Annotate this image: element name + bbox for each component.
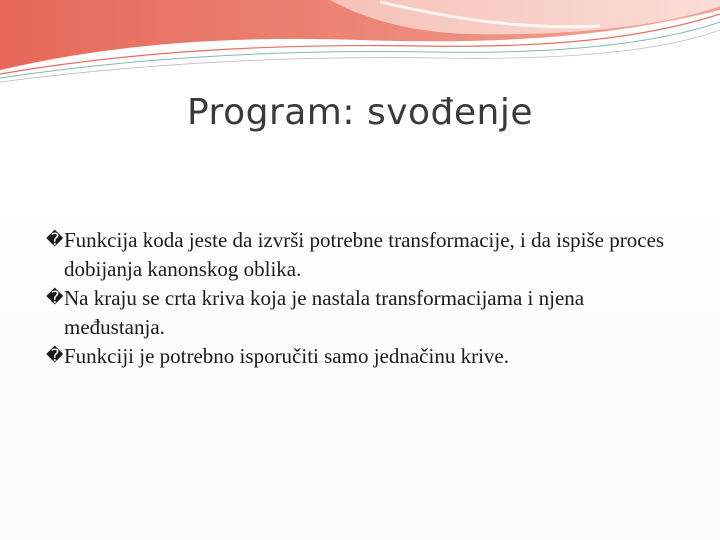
bullet-text: Funkcija koda jeste da izvrši potrebne transformacije, i da ispiše proces dobijanja kanonskog oblika. bbox=[64, 228, 665, 281]
bullet-marker-icon: � bbox=[46, 346, 64, 366]
bullet-marker-icon: � bbox=[46, 288, 64, 308]
bullet-text: Na kraju se crta kriva koja je nastala transformacijama i njena međustanja. bbox=[64, 286, 585, 339]
bullet-list bbox=[48, 226, 688, 371]
bullet-text: Funkciji je potrebno isporučiti samo jednačinu krive. bbox=[64, 344, 509, 368]
bullet-item bbox=[48, 226, 688, 284]
bullet-marker-icon: � bbox=[46, 230, 64, 250]
slide-title: Program: svođenje bbox=[186, 92, 534, 133]
bullet-item bbox=[48, 284, 688, 342]
bullet-item bbox=[48, 342, 688, 371]
header-wave-decoration bbox=[0, 0, 720, 90]
